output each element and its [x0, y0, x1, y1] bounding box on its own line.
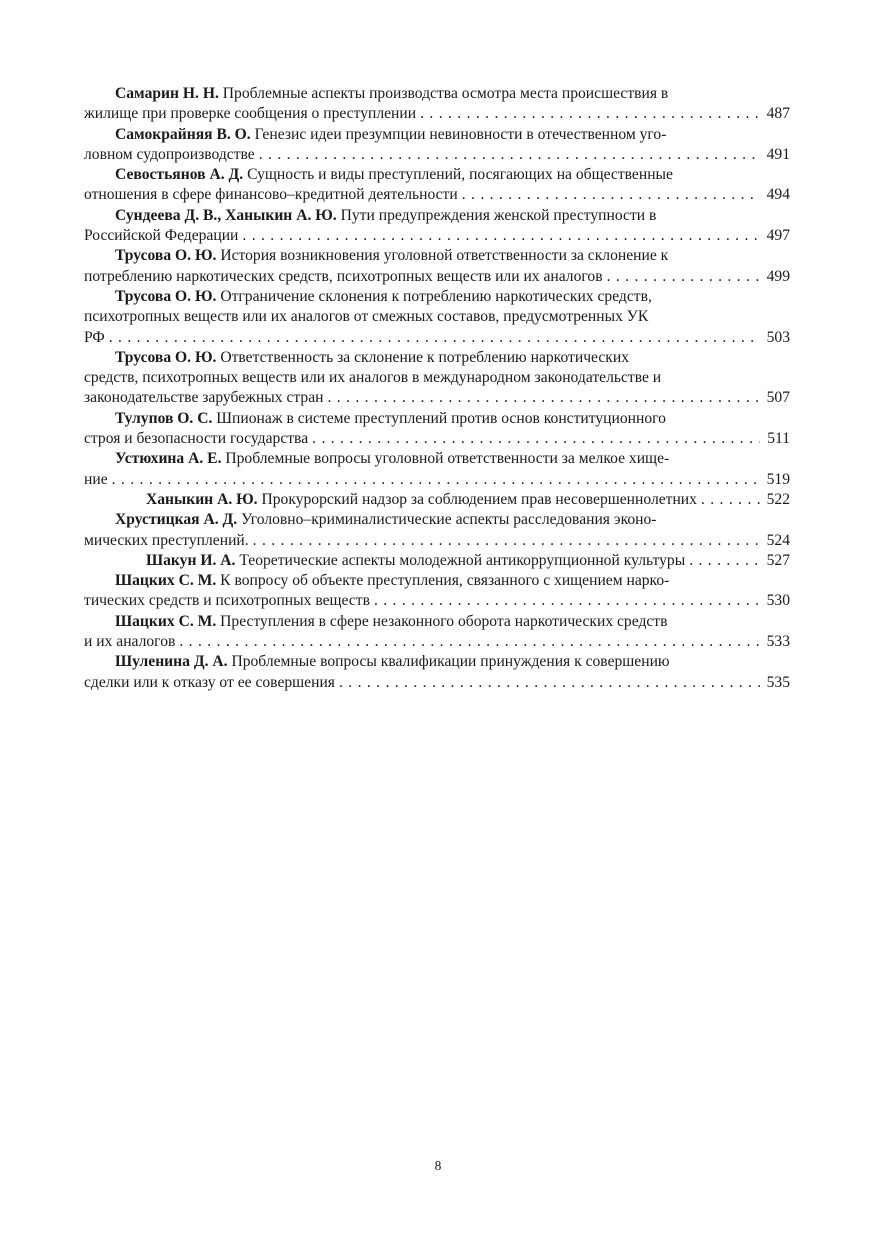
toc-entry-title-line: ловном судопроизводстве: [84, 145, 255, 163]
toc-entry-author: Устюхина А. Е.: [115, 450, 222, 468]
toc-entry-page: 535: [766, 673, 790, 691]
toc-entry-title-line: Теоретические аспекты молодежной антикоррупционной культуры: [239, 551, 686, 569]
toc-entry-title-line: Российской Федерации: [84, 227, 239, 245]
toc-entry-title-line: отношения в сфере финансово–кредитной деятельности: [84, 186, 458, 204]
toc-entry-author: Самарин Н. Н.: [115, 85, 219, 102]
toc-entry-title-line: и их аналогов: [84, 633, 176, 651]
toc-entry-author: Трусова О. Ю.: [115, 247, 217, 265]
toc-entry-page: 530: [766, 592, 790, 610]
table-of-contents: [84, 84, 790, 693]
toc-entry-title-line: К вопросу об объекте преступления, связанного с хищением нарко-: [220, 572, 670, 590]
toc-entry-title-line: тических средств и психотропных веществ: [84, 592, 370, 610]
toc-entry-page: 522: [766, 490, 790, 508]
toc-entry: [84, 246, 790, 287]
toc-entry-title-line: средств, психотропных веществ или их аналогов в международном законодательстве и: [84, 369, 662, 387]
toc-entry-title-line: Шпионаж в системе преступлений против основ конституционного: [216, 409, 666, 427]
toc-entry-author: Тулупов О. С.: [115, 409, 213, 427]
toc-entry-author: Севостьянов А. Д.: [115, 166, 244, 184]
toc-entry-title-line: Генезис идеи презумпции невиновности в отечественном уго-: [254, 125, 667, 143]
toc-entry-title-line: ние: [84, 470, 108, 488]
toc-entry-author: Хрустицкая А. Д.: [115, 511, 238, 529]
dot-leader: [462, 185, 760, 205]
dot-leader: [253, 531, 760, 551]
toc-entry-author: Трусова О. Ю.: [115, 348, 217, 366]
toc-entry: [84, 84, 790, 125]
toc-entry-title-line: Проблемные аспекты производства осмотра места происшествия в: [222, 85, 669, 102]
toc-entry-title-line: Преступления в сфере незаконного оборота наркотических средств: [220, 612, 668, 630]
toc-entry-title-line: мических преступлений.: [84, 531, 249, 549]
toc-entry: [84, 348, 790, 409]
toc-entry-page: 503: [766, 328, 790, 346]
toc-entry: [84, 409, 790, 450]
toc-entry-author: Самокрайняя В. О.: [115, 125, 251, 143]
toc-entry-title-line: Ответственность за склонение к потреблению наркотических: [220, 348, 629, 366]
toc-entry-author: Шакун И. А.: [146, 551, 236, 569]
dot-leader: [701, 490, 760, 510]
toc-entry-title-line: Отграничение склонения к потреблению наркотических средств,: [220, 287, 652, 305]
toc-entry-author: Трусова О. Ю.: [115, 287, 217, 305]
toc-entry: [84, 490, 790, 510]
toc-entry: [84, 612, 790, 653]
toc-entry-title-line: законодательстве зарубежных стран: [84, 389, 324, 407]
toc-entry-page: 533: [766, 633, 790, 651]
toc-entry-author: Шуленина Д. А.: [115, 653, 228, 671]
toc-entry-title-line: жилище при проверке сообщения о преступлении: [84, 105, 417, 123]
toc-entry-author: Сундеева Д. В., Ханыкин А. Ю.: [115, 206, 337, 224]
toc-entry-title-line: потреблению наркотических средств, психотропных веществ или их аналогов: [84, 267, 603, 285]
toc-entry-page: 499: [766, 267, 790, 285]
toc-entry-title-line: РФ: [84, 328, 105, 346]
toc-entry-page: 491: [766, 145, 790, 163]
toc-entry-title-line: Прокурорский надзор за соблюдением прав несовершеннолетних: [261, 490, 697, 508]
toc-entry-page: 519: [766, 470, 790, 488]
toc-entry: [84, 165, 790, 206]
toc-entry-author: Ханыкин А. Ю.: [146, 490, 258, 508]
toc-entry-title-line: Уголовно–криминалистические аспекты расследования эконо-: [241, 511, 657, 529]
dot-leader: [327, 388, 760, 408]
toc-entry-author: Шацких С. М.: [115, 572, 217, 590]
toc-entry-page: 494: [766, 186, 790, 204]
toc-entry-title-line: Пути предупреждения женской преступности в: [340, 206, 657, 224]
toc-entry: [84, 125, 790, 166]
dot-leader: [112, 470, 760, 490]
dot-leader: [374, 591, 760, 611]
dot-leader: [179, 632, 760, 652]
toc-entry-title-line: сделки или к отказу от ее совершения: [84, 673, 335, 691]
toc-entry-page: 527: [766, 551, 790, 569]
toc-entry: [84, 571, 790, 612]
dot-leader: [312, 429, 760, 449]
page-number: 8: [434, 1158, 442, 1173]
dot-leader: [420, 104, 760, 124]
toc-entry-page: 524: [766, 531, 790, 549]
toc-entry-page: 487: [766, 105, 790, 123]
dot-leader: [607, 267, 760, 287]
toc-entry: [84, 510, 790, 551]
toc-entry: [84, 652, 790, 693]
toc-entry-title-line: Сущность и виды преступлений, посягающих на общественные: [247, 166, 673, 184]
toc-entry-page: 497: [766, 227, 790, 245]
dot-leader: [689, 551, 760, 571]
toc-entry: [84, 449, 790, 490]
toc-entry: [84, 206, 790, 247]
dot-leader: [109, 328, 760, 348]
toc-entry-title-line: психотропных веществ или их аналогов от смежных составов, предусмотренных УК: [84, 308, 649, 326]
toc-entry-author: Шацких С. М.: [115, 612, 217, 630]
toc-entry-page: 507: [766, 389, 790, 407]
toc-entry-title-line: История возникновения уголовной ответственности за склонение к: [220, 247, 669, 265]
dot-leader: [339, 673, 760, 693]
toc-entry-title-line: Проблемные вопросы квалификации принуждения к совершению: [231, 653, 670, 671]
toc-entry-page: 511: [767, 430, 790, 448]
toc-entry: [84, 287, 790, 348]
toc-entry-title-line: Проблемные вопросы уголовной ответственности за мелкое хище-: [225, 450, 670, 468]
dot-leader: [242, 226, 760, 246]
toc-entry: [84, 551, 790, 571]
dot-leader: [259, 145, 760, 165]
toc-entry-title-line: строя и безопасности государства: [84, 430, 309, 448]
